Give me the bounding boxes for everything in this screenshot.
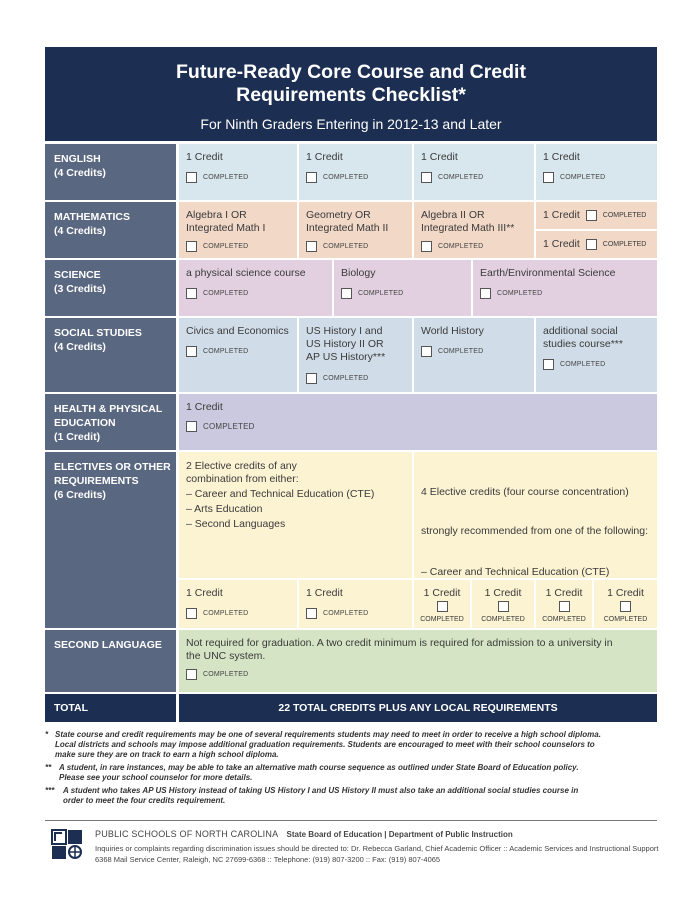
elective-line: – Second Languages — [186, 518, 286, 530]
completed-label: COMPLETED — [603, 616, 648, 623]
math-credits: (4 Credits) — [54, 225, 106, 237]
completed-label: COMPLETED — [602, 241, 647, 248]
math-title: MATHEMATICS — [54, 211, 131, 223]
credit-label: 1 Credit — [543, 238, 580, 250]
second-language-title: SECOND LANGUAGE — [54, 639, 162, 651]
course-line: Algebra I OR — [186, 209, 247, 221]
completed-label: COMPLETED — [323, 243, 369, 250]
footnote-2 — [45, 763, 665, 783]
health-credits: (1 Credit) — [54, 431, 101, 443]
electives-two-credit-description — [179, 452, 412, 578]
footer-board: State Board of Education | Department of Public Instruction — [286, 830, 513, 839]
english-credit-cell — [299, 144, 412, 200]
footnote-line: State course and credit requirements may be one of several requirements students may need to meet in order to receive a high school diploma. — [55, 730, 601, 739]
footnote-line: make sure they are on track to earn a high school diploma. — [55, 750, 279, 759]
english-credits: (4 Credits) — [54, 167, 106, 179]
course-line: a physical science course — [186, 267, 306, 279]
elective-line: strongly recommended from one of the following: — [421, 525, 649, 537]
electives-four-credit-description — [414, 452, 657, 578]
completed-checkbox[interactable] — [186, 608, 197, 619]
completed-label: COMPLETED — [203, 348, 249, 355]
completed-checkbox[interactable] — [498, 601, 509, 612]
credit-label: 1 Credit — [421, 151, 458, 163]
completed-checkbox[interactable] — [586, 239, 597, 250]
english-title: ENGLISH — [54, 153, 101, 165]
math-credit-cell — [536, 202, 657, 229]
math-label — [45, 202, 176, 258]
completed-label: COMPLETED — [323, 610, 369, 617]
second-language-label — [45, 630, 176, 692]
completed-checkbox[interactable] — [341, 288, 352, 299]
credit-label: 1 Credit — [484, 587, 522, 599]
completed-label: COMPLETED — [203, 290, 249, 297]
footnote-line: Local districts and schools may impose additional graduation requirements. Students are encouraged to meet with their school counselors to — [55, 740, 595, 749]
electives-title-line-1: ELECTIVES OR OTHER — [54, 461, 171, 473]
completed-label: COMPLETED — [323, 174, 369, 181]
english-credit-cell — [414, 144, 534, 200]
electives-label — [45, 452, 176, 628]
completed-checkbox[interactable] — [421, 241, 432, 252]
social-studies-credits: (4 Credits) — [54, 341, 106, 353]
course-line: World History — [421, 325, 484, 337]
footer-address: 6368 Mail Service Center, Raleigh, NC 27699-6368 :: Telephone: (919) 807-3200 :: Fax: (919) 807-4065 — [95, 855, 441, 864]
completed-checkbox[interactable] — [586, 210, 597, 221]
completed-checkbox[interactable] — [480, 288, 491, 299]
course-line: Biology — [341, 267, 376, 279]
completed-checkbox[interactable] — [186, 346, 197, 357]
credit-label: 1 Credit — [545, 587, 583, 599]
completed-checkbox[interactable] — [543, 172, 554, 183]
social-studies-label — [45, 318, 176, 392]
footer-text — [95, 829, 665, 865]
course-line: Civics and Economics — [186, 325, 289, 337]
footer-divider — [45, 820, 657, 821]
math-credit-cell — [536, 231, 657, 258]
completed-checkbox[interactable] — [306, 172, 317, 183]
footnote-1 — [45, 730, 665, 760]
total-credits: 22 TOTAL CREDITS PLUS ANY LOCAL REQUIREMENTS — [179, 694, 657, 722]
elective-credit-cell — [536, 580, 592, 628]
credit-label: 1 Credit — [186, 401, 223, 413]
completed-label: COMPLETED — [560, 361, 606, 368]
footer-inquiries: Inquiries or complaints regarding discrimination issues should be directed to: Dr. Rebecca Garland, Chief Academic Officer :: Academic Services and Instructional Support — [95, 844, 659, 853]
completed-label: COMPLETED — [203, 243, 249, 250]
completed-label: COMPLETED — [203, 422, 255, 431]
social-course-cell — [414, 318, 534, 392]
elective-line: combination from either: — [186, 473, 299, 485]
page-subtitle: For Ninth Graders Entering in 2012-13 and Later — [200, 116, 502, 132]
course-line: studies course*** — [543, 338, 623, 350]
completed-checkbox[interactable] — [186, 669, 197, 680]
english-label — [45, 144, 176, 200]
credit-label: 1 Credit — [186, 151, 223, 163]
course-line: Geometry OR — [306, 209, 371, 221]
elective-credit-cell — [299, 580, 412, 628]
health-title-line-2: EDUCATION — [54, 417, 116, 429]
footnote-line: order to meet the four credits requirement. — [63, 796, 226, 805]
title-line-1: Future-Ready Core Course and Credit — [176, 61, 526, 83]
completed-label: COMPLETED — [203, 671, 249, 678]
elective-line: 2 Elective credits of any — [186, 460, 297, 472]
completed-label: COMPLETED — [560, 174, 606, 181]
credit-label: 1 Credit — [186, 587, 223, 599]
footnote-line: A student, in rare instances, may be able to take an alternative math course sequence as outlined under State Board of Education policy. — [59, 763, 579, 772]
science-credits: (3 Credits) — [54, 283, 106, 295]
completed-checkbox[interactable] — [306, 373, 317, 384]
elective-line: – Career and Technical Education (CTE) — [421, 566, 610, 578]
second-language-cell — [179, 630, 657, 692]
footer-org: PUBLIC SCHOOLS OF NORTH CAROLINA — [95, 829, 279, 839]
title-banner — [45, 47, 657, 141]
course-line: AP US History*** — [306, 351, 386, 363]
social-course-cell — [299, 318, 412, 392]
credit-label: 1 Credit — [306, 151, 343, 163]
footnote-line: Please see your school counselor for more details. — [59, 773, 253, 782]
english-credit-cell — [536, 144, 657, 200]
completed-label: COMPLETED — [323, 375, 369, 382]
science-title: SCIENCE — [54, 269, 101, 281]
elective-credit-cell — [472, 580, 534, 628]
credit-label: 1 Credit — [607, 587, 644, 599]
completed-checkbox[interactable] — [559, 601, 570, 612]
completed-checkbox[interactable] — [421, 346, 432, 357]
footnote-mark: ** — [45, 763, 52, 772]
completed-label: COMPLETED — [602, 212, 647, 219]
science-course-cell — [334, 260, 471, 316]
completed-checkbox[interactable] — [306, 241, 317, 252]
credit-label: 1 Credit — [423, 587, 461, 599]
english-credit-cell — [179, 144, 297, 200]
course-line: US History I and — [306, 325, 383, 337]
course-line: Integrated Math III** — [421, 222, 515, 234]
second-language-note: Not required for graduation. A two credit minimum is required for admission to a university in — [186, 637, 613, 649]
total-label: TOTAL — [45, 694, 176, 722]
course-line: Earth/Environmental Science — [480, 267, 616, 279]
completed-label: COMPLETED — [420, 616, 464, 623]
completed-checkbox[interactable] — [620, 601, 631, 612]
page-title — [45, 61, 657, 107]
completed-label: COMPLETED — [438, 174, 484, 181]
elective-line: – Career and Technical Education (CTE) — [186, 488, 375, 500]
social-studies-title: SOCIAL STUDIES — [54, 327, 142, 339]
completed-label: COMPLETED — [203, 174, 249, 181]
footnote-3 — [45, 786, 665, 806]
course-line: Integrated Math I — [186, 222, 266, 234]
elective-line: 4 Elective credits (four course concentration) — [421, 486, 629, 498]
footnote-mark: *** — [45, 786, 55, 795]
course-line: additional social — [543, 325, 618, 337]
course-line: US History II OR — [306, 338, 384, 350]
elective-credit-cell — [179, 580, 297, 628]
elective-line: – Arts Education — [186, 503, 263, 515]
health-title-line-1: HEALTH & PHYSICAL — [54, 403, 163, 415]
math-course-cell — [179, 202, 297, 258]
completed-checkbox[interactable] — [186, 421, 197, 432]
completed-checkbox[interactable] — [186, 172, 197, 183]
footnote-line: A student who takes AP US History instead of taking US History I and US History II must also take an additional social studies course in — [63, 786, 579, 795]
completed-label: COMPLETED — [438, 348, 484, 355]
second-language-note: the UNC system. — [186, 650, 266, 662]
credit-label: 1 Credit — [543, 209, 580, 221]
course-line: Integrated Math II — [306, 222, 389, 234]
completed-checkbox[interactable] — [543, 359, 554, 370]
completed-label: COMPLETED — [358, 290, 404, 297]
science-label — [45, 260, 176, 316]
completed-label: COMPLETED — [203, 610, 249, 617]
completed-label: COMPLETED — [497, 290, 543, 297]
nc-dpi-logo-icon — [50, 827, 84, 861]
social-course-cell — [536, 318, 657, 392]
health-label — [45, 394, 176, 450]
title-line-2: Requirements Checklist* — [236, 84, 466, 106]
electives-credits: (6 Credits) — [54, 489, 106, 501]
completed-checkbox[interactable] — [437, 601, 448, 612]
completed-checkbox[interactable] — [421, 172, 432, 183]
completed-checkbox[interactable] — [186, 288, 197, 299]
health-credit-cell — [179, 394, 657, 450]
science-course-cell — [179, 260, 332, 316]
completed-label: COMPLETED — [542, 616, 586, 623]
math-course-cell — [299, 202, 412, 258]
completed-checkbox[interactable] — [306, 608, 317, 619]
footnote-mark: * — [45, 730, 49, 739]
credit-label: 1 Credit — [543, 151, 580, 163]
science-course-cell — [473, 260, 657, 316]
completed-checkbox[interactable] — [186, 241, 197, 252]
math-course-cell — [414, 202, 534, 258]
social-course-cell — [179, 318, 297, 392]
elective-credit-cell — [414, 580, 470, 628]
elective-credit-cell — [594, 580, 657, 628]
course-line: Algebra II OR — [421, 209, 485, 221]
completed-label: COMPLETED — [438, 243, 484, 250]
electives-title-line-2: REQUIREMENTS — [54, 475, 139, 487]
completed-label: COMPLETED — [481, 616, 525, 623]
credit-label: 1 Credit — [306, 587, 343, 599]
